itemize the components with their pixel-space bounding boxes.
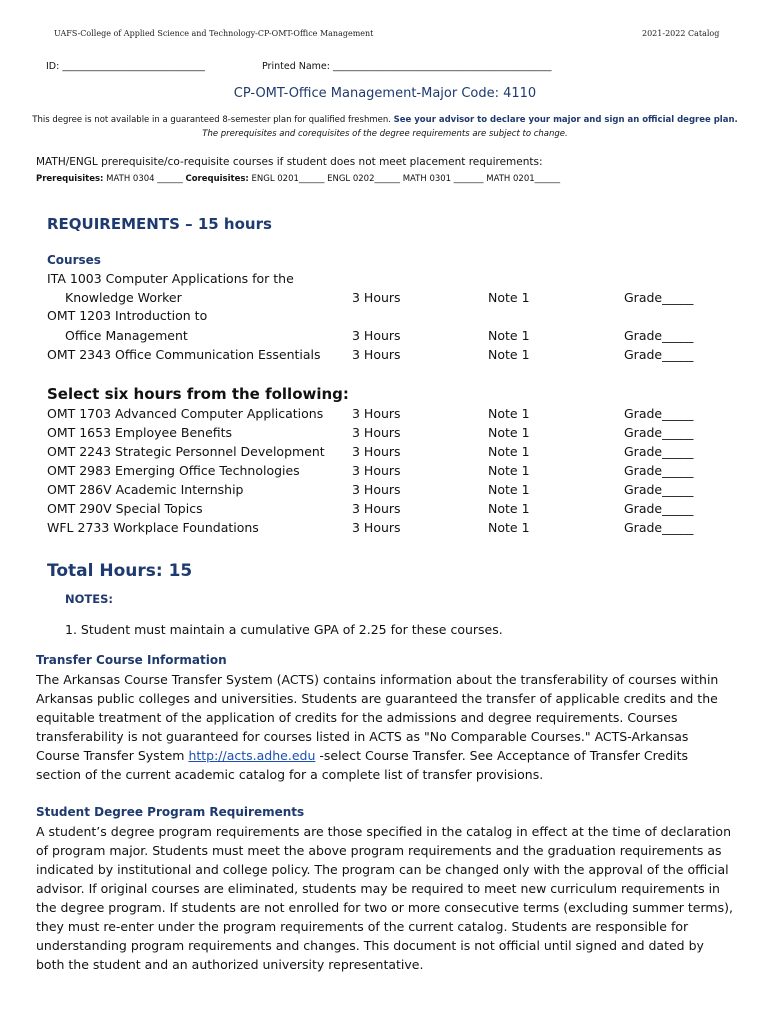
elective-hours: 3 Hours (352, 520, 401, 535)
prereq-line (36, 174, 560, 184)
courses-label: Courses (47, 253, 101, 267)
transfer-text-after: -select Course Transfer. See Acceptance of Transfer Credits section of the current academic catalog for a complete list of transfer provisions. (36, 748, 689, 782)
elective-grade: Grade_____ (624, 425, 694, 440)
notice-advisor: See your advisor to declare your major and sign an official degree plan. (393, 115, 738, 125)
notice-plain: This degree is not available in a guaranteed 8-semester plan for qualified freshmen. (32, 115, 394, 125)
notes-label: NOTES: (65, 592, 113, 606)
elective-note: Note 1 (488, 444, 530, 459)
course-ita1003-name: ITA 1003 Computer Applications for the (47, 271, 294, 286)
header-catalog-year: 2021-2022 Catalog (642, 29, 720, 38)
course-omt1203-name: OMT 1203 Introduction to (47, 308, 208, 323)
elective-hours: 3 Hours (352, 425, 401, 440)
transfer-heading: Transfer Course Information (36, 653, 227, 667)
elective-grade: Grade_____ (624, 501, 694, 516)
elective-grade: Grade_____ (624, 406, 694, 421)
elective-name: OMT 2983 Emerging Office Technologies (47, 463, 300, 478)
note-item: 1. Student must maintain a cumulative GPA of 2.25 for these courses. (65, 622, 503, 637)
course-omt1203-cont: Office Management (65, 328, 188, 343)
elective-note: Note 1 (488, 425, 530, 440)
elective-hours: 3 Hours (352, 463, 401, 478)
elective-note: Note 1 (488, 482, 530, 497)
notice-subject-to-change: The prerequisites and corequisites of the degree requirements are subject to change. (202, 129, 568, 139)
transfer-text-before: The Arkansas Course Transfer System (ACTS) contains information about the transferability of courses within Arkansas public colleges and universities. Students are guaranteed the transfer of applicable credits and the equitable treatment of the application of credits for the admissions and degree requirements. Courses transferability is not guaranteed for courses listed in ACTS as "No Comparable Courses." ACTS-Arkansas Course Transfer System (36, 672, 719, 763)
elective-name: OMT 1703 Advanced Computer Applications (47, 406, 324, 421)
course-grade: Grade_____ (624, 328, 694, 343)
course-grade: Grade_____ (624, 290, 694, 305)
course-note: Note 1 (488, 328, 530, 343)
elective-note: Note 1 (488, 406, 530, 421)
program-title: CP-OMT-Office Management-Major Code: 4110 (233, 86, 537, 101)
coreq-label: Corequisites: (185, 174, 249, 184)
elective-hours: 3 Hours (352, 406, 401, 421)
requirements-heading: REQUIREMENTS – 15 hours (47, 215, 272, 233)
course-note: Note 1 (488, 347, 530, 362)
course-note: Note 1 (488, 290, 530, 305)
student-id-field: ID: ______________________________ (46, 61, 205, 72)
course-hours: 3 Hours (352, 347, 401, 362)
elective-note: Note 1 (488, 520, 530, 535)
coreq-value: ENGL 0201______ ENGL 0202______ MATH 0301 _______ MATH 0201______ (248, 174, 561, 184)
elective-grade: Grade_____ (624, 482, 694, 497)
acts-link[interactable]: http://acts.adhe.edu (188, 748, 316, 763)
printed-name-field: Printed Name: ______________________________________________ (262, 61, 552, 72)
elective-hours: 3 Hours (352, 482, 401, 497)
degree-req-text: A student’s degree program requirements are those specified in the catalog in effect at the time of declaration of program major. Students must meet the above program requirements and the graduation requirements as indicated by institutional and college policy. The program can be changed only with the approval of the official advisor. If original courses are eliminated, students may be required to meet new curriculum requirements in the degree program. If students are not enrolled for two or more consecutive terms (excluding summer terms), they must re-enter under the program requirements of the current catalog. Students are responsible for understanding program requirements and changes. This document is not official until signed and dated by both the student and an authorized university representative. (36, 824, 733, 972)
prereq-value: MATH 0304 ______ (103, 174, 186, 184)
course-ita1003-cont: Knowledge Worker (65, 290, 182, 305)
elective-name: OMT 1653 Employee Benefits (47, 425, 233, 440)
prereq-label: Prerequisites: (36, 174, 104, 184)
elective-hours: 3 Hours (352, 444, 401, 459)
degree-notice (0, 115, 770, 125)
transfer-text (36, 670, 736, 784)
select-six-heading: Select six hours from the following: (47, 385, 349, 403)
course-hours: 3 Hours (352, 328, 401, 343)
header-institution: UAFS-College of Applied Science and Technology-CP-OMT-Office Management (54, 29, 374, 38)
elective-name: OMT 2243 Strategic Personnel Development (47, 444, 325, 459)
elective-note: Note 1 (488, 463, 530, 478)
elective-hours: 3 Hours (352, 501, 401, 516)
elective-note: Note 1 (488, 501, 530, 516)
course-omt2343-name: OMT 2343 Office Communication Essentials (47, 347, 321, 362)
elective-grade: Grade_____ (624, 520, 694, 535)
elective-grade: Grade_____ (624, 463, 694, 478)
elective-grade: Grade_____ (624, 444, 694, 459)
course-hours: 3 Hours (352, 290, 401, 305)
prereq-heading: MATH/ENGL prerequisite/co-requisite courses if student does not meet placement requirements: (36, 156, 543, 168)
elective-name: OMT 290V Special Topics (47, 501, 203, 516)
total-hours: Total Hours: 15 (47, 561, 193, 581)
course-grade: Grade_____ (624, 347, 694, 362)
degree-req-heading: Student Degree Program Requirements (36, 805, 305, 819)
elective-name: WFL 2733 Workplace Foundations (47, 520, 259, 535)
elective-name: OMT 286V Academic Internship (47, 482, 244, 497)
